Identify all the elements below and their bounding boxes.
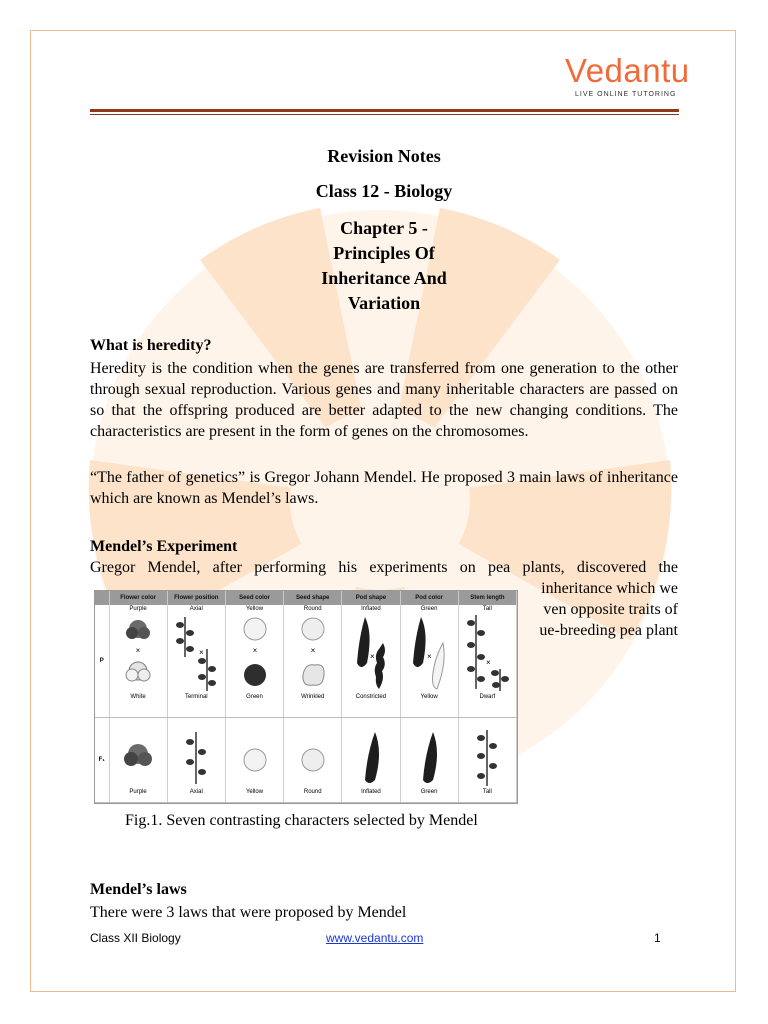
cell-flower-position-p	[167, 605, 225, 718]
row-label-p: P	[95, 605, 109, 718]
chapter-line: Principles Of	[333, 243, 435, 263]
paragraph-experiment-line4: ue-breeding pea plant	[539, 622, 678, 639]
pod-color-pair-icon	[407, 613, 451, 693]
figure-header: Flower position	[167, 591, 225, 605]
trait-label: Tall	[482, 789, 492, 796]
trait-label: Inflated	[361, 606, 381, 612]
footer-class-label: Class XII Biology	[90, 931, 181, 945]
logo-tagline: LIVE ONLINE TUTORING	[575, 91, 677, 98]
page-number: 1	[654, 931, 661, 945]
svg-text:×: ×	[427, 652, 432, 661]
header-rule-thick	[90, 109, 679, 112]
chapter-line: Variation	[347, 293, 421, 313]
figure-header: Seed color	[225, 591, 283, 605]
cell-seed-color-p	[225, 605, 283, 718]
trait-label: Purple	[129, 789, 147, 796]
figure-header: Seed shape	[284, 591, 342, 605]
seed-color-pair-icon	[235, 613, 275, 693]
trait-label: Tall	[482, 606, 492, 612]
paragraph-mendel-father: “The father of genetics” is Gregor Johann Mendel. He proposed 3 main laws of inheritance which are known as Mendel’s laws.	[90, 469, 678, 507]
tall-stem-icon	[467, 728, 507, 788]
round-seed-icon	[293, 728, 333, 788]
paragraph-laws: There were 3 laws that were proposed by Mendel	[90, 904, 407, 921]
purple-flower-icon	[118, 728, 158, 788]
trait-label: Wrinkled	[301, 694, 325, 700]
trait-label: Dwarf	[479, 694, 496, 700]
trait-label: Inflated	[361, 789, 381, 796]
cell-seed-color-f1	[225, 718, 283, 803]
svg-text:×: ×	[252, 646, 257, 655]
stem-pair-icon	[171, 613, 221, 693]
trait-label: Constricted	[355, 694, 387, 700]
vedantu-logo[interactable]	[565, 52, 690, 102]
flower-pair-icon	[118, 613, 158, 693]
f1-row	[95, 718, 517, 803]
yellow-seed-icon	[235, 728, 275, 788]
section-heading-laws: Mendel’s laws	[90, 881, 187, 898]
trait-label: Yellow	[420, 694, 438, 700]
trait-label: White	[130, 694, 146, 700]
cell-seed-shape-f1	[284, 718, 342, 803]
paragraph-experiment-line1: Gregor Mendel, after performing his experiments on pea plants, discovered the	[90, 559, 678, 576]
cell-pod-shape-f1	[342, 718, 400, 803]
svg-text:×: ×	[135, 646, 141, 655]
stem-length-pair-icon	[462, 613, 512, 693]
section-heading-heredity: What is heredity?	[90, 337, 212, 354]
trait-label: Green	[420, 789, 438, 796]
figure-header: Pod color	[400, 591, 458, 605]
trait-label: Round	[303, 606, 322, 612]
trait-label: Green	[420, 606, 438, 612]
doc-title: Revision Notes	[327, 146, 441, 166]
logo-wordmark: Vedantu	[565, 52, 690, 89]
trait-label: Round	[303, 789, 322, 796]
figure-header: Stem length	[458, 591, 516, 605]
header-rule-thin	[90, 114, 679, 115]
doc-subtitle: Class 12 - Biology	[315, 181, 453, 201]
cell-pod-shape-p	[342, 605, 400, 718]
cell-pod-color-f1	[400, 718, 458, 803]
trait-label: Axial	[189, 789, 203, 796]
figure-header: Flower color	[109, 591, 167, 605]
figure-header: Pod shape	[342, 591, 400, 605]
trait-label: Purple	[129, 606, 147, 612]
paragraph-experiment-line3: ven opposite traits of	[543, 601, 678, 618]
svg-text:×: ×	[486, 658, 492, 667]
cell-pod-color-p	[400, 605, 458, 718]
svg-text:×: ×	[310, 646, 316, 655]
row-label-f1: F₁	[95, 718, 109, 803]
seed-shape-pair-icon	[293, 613, 333, 693]
svg-text:×: ×	[369, 652, 375, 661]
trait-label: Terminal	[184, 694, 208, 700]
figure-header-row	[95, 591, 517, 605]
trait-label: Yellow	[245, 789, 264, 796]
section-heading-experiment: Mendel’s Experiment	[90, 538, 238, 555]
inflated-pod-icon	[351, 728, 391, 788]
parent-row	[95, 605, 517, 718]
cell-stem-length-f1	[458, 718, 516, 803]
pod-shape-pair-icon	[349, 613, 393, 693]
svg-text:×: ×	[199, 648, 204, 657]
chapter-line: Inheritance And	[321, 268, 447, 288]
cell-flower-color-f1	[109, 718, 167, 803]
cell-flower-position-f1	[167, 718, 225, 803]
figure-header-blank	[95, 591, 109, 605]
chapter-line: Chapter 5 -	[340, 218, 428, 238]
cell-seed-shape-p	[284, 605, 342, 718]
trait-label: Yellow	[245, 606, 264, 612]
green-pod-icon	[409, 728, 449, 788]
mendel-characters-figure	[94, 590, 518, 804]
figure-caption: Fig.1. Seven contrasting characters selected by Mendel	[125, 812, 478, 829]
trait-label: Axial	[189, 606, 203, 612]
axial-stem-icon	[176, 728, 216, 788]
paragraph-heredity: Heredity is the condition when the genes are transferred from one generation to the other through sexual reproduction. Various genes and many inheritable characters are passed on so that the offspring produced are better adapted to the new changing conditions. The characteristics are present in the form of genes on the chromosomes.	[90, 360, 678, 440]
cell-stem-length-p	[458, 605, 516, 718]
cell-flower-color-p	[109, 605, 167, 718]
footer-website-link[interactable]: www.vedantu.com	[326, 931, 424, 945]
chapter-title	[0, 216, 768, 316]
characters-table	[95, 591, 517, 803]
paragraph-experiment-line2: inheritance which we	[541, 580, 678, 597]
trait-label: Green	[246, 694, 263, 700]
